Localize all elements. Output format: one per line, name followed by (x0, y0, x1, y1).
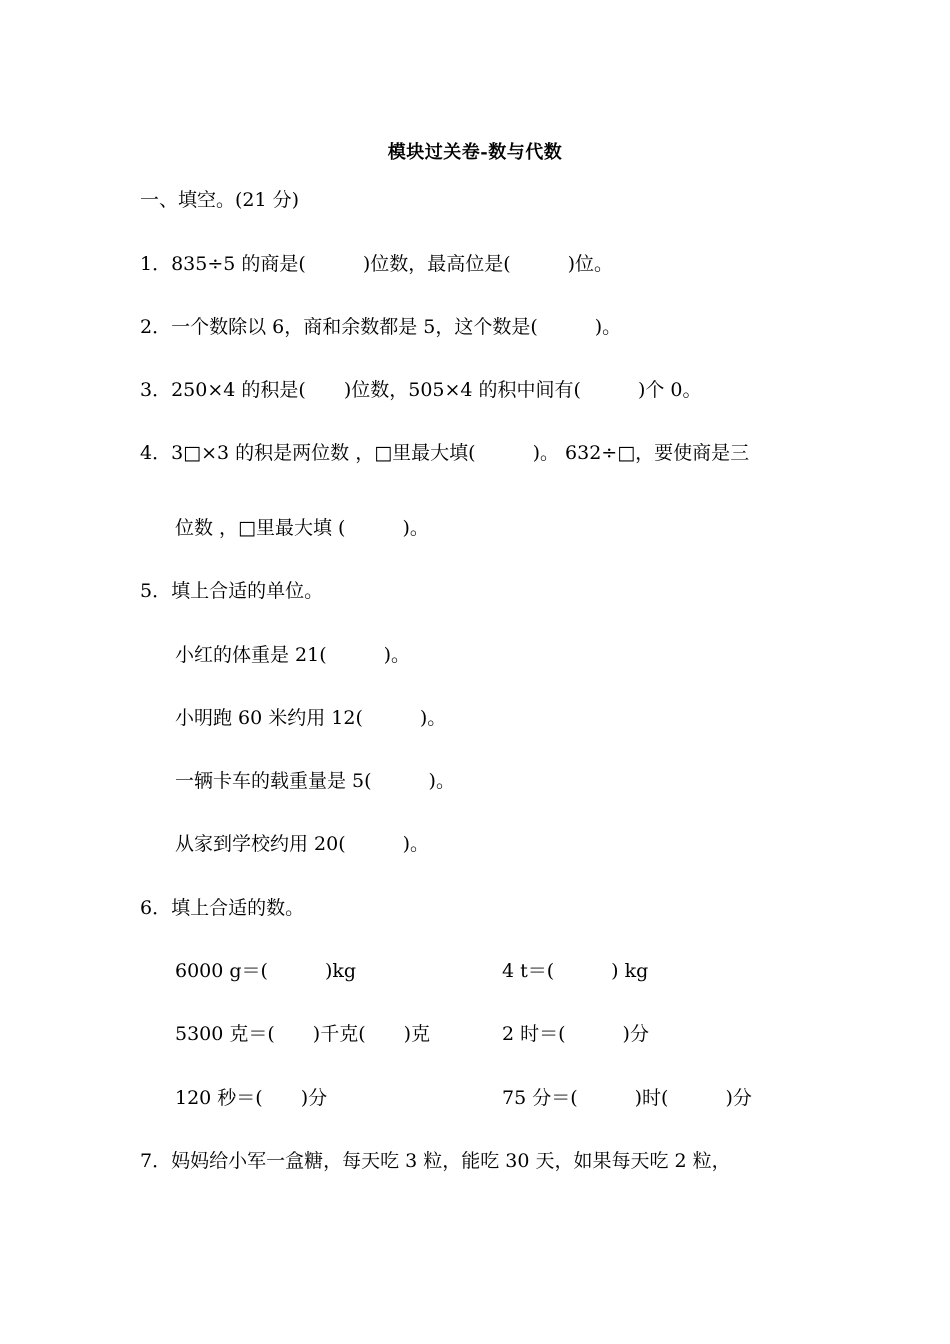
question-4-line-1: 4．3□×3 的积是两位数 ，□里最大填( )。 632÷□，要使商是三 (140, 442, 750, 464)
question-7: 7．妈妈给小军一盒糖，每天吃 3 粒，能吃 30 天，如果每天吃 2 粒， (140, 1150, 731, 1172)
question-5-item-a: 小红的体重是 21( )。 (175, 644, 411, 666)
question-6-row-3-right: 75 分＝( )时( )分 (502, 1087, 752, 1109)
question-6-row-3-left: 120 秒＝( )分 (175, 1087, 328, 1109)
question-5: 5．填上合适的单位。 (140, 580, 324, 602)
question-2: 2．一个数除以 6，商和余数都是 5，这个数是( )。 (140, 316, 622, 338)
section-heading: 一、填空。(21 分) (140, 189, 300, 211)
question-5-item-c: 一辆卡车的载重量是 5( )。 (175, 770, 455, 792)
question-5-item-b: 小明跑 60 米约用 12( )。 (175, 707, 447, 729)
question-6-row-2-left: 5300 克＝( )千克( )克 (175, 1023, 431, 1045)
question-5-item-d: 从家到学校约用 20( )。 (175, 833, 430, 855)
question-6-row-1-left: 6000 g＝( )kg (175, 960, 357, 982)
question-6-row-2-right: 2 时＝( )分 (502, 1023, 649, 1045)
question-3: 3．250×4 的积是( )位数，505×4 的积中间有( )个 0。 (140, 379, 702, 401)
question-6-row-1-right: 4 t＝( ) kg (502, 960, 649, 982)
question-4-line-2: 位数 ，□里最大填 ( )。 (175, 517, 429, 539)
document-title: 模块过关卷-数与代数 (387, 142, 563, 163)
question-6: 6．填上合适的数。 (140, 897, 305, 919)
question-1: 1．835÷5 的商是( )位数，最高位是( )位。 (140, 253, 614, 275)
